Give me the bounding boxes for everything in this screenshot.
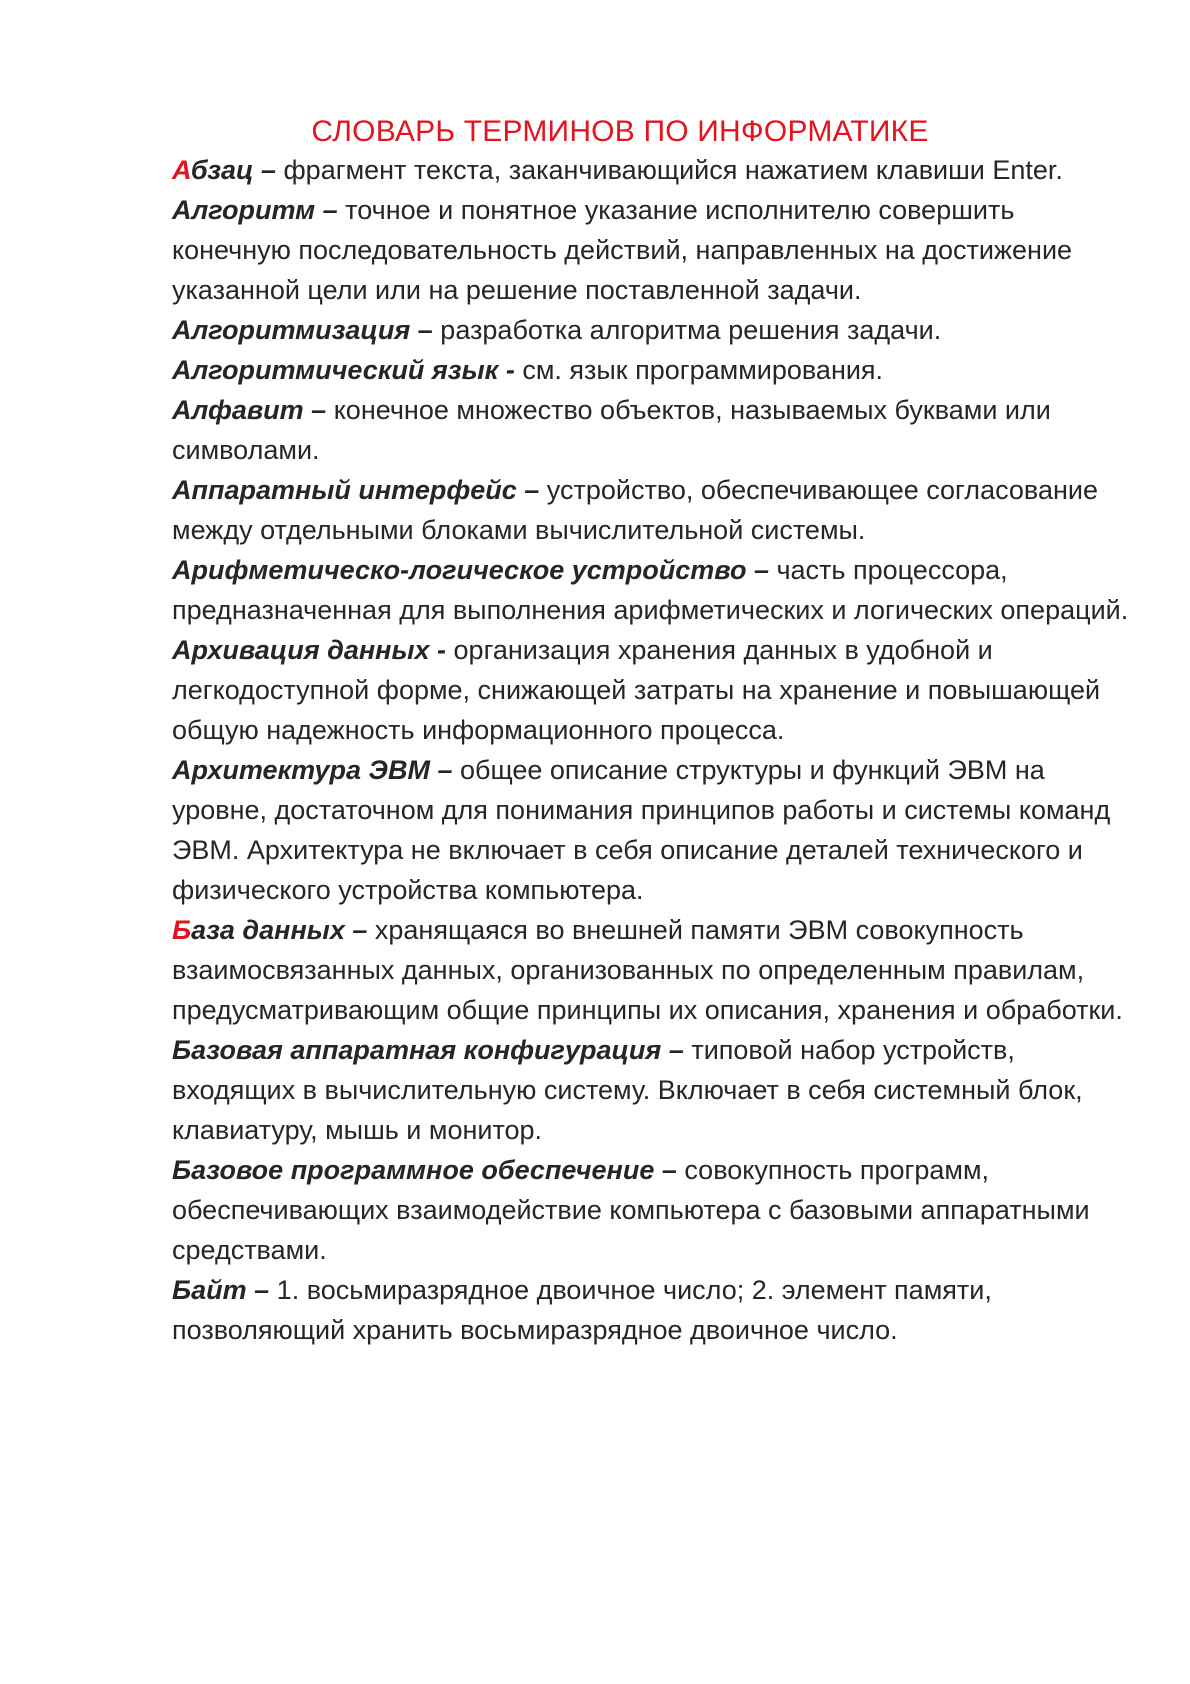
glossary-entry-alu xyxy=(172,550,1132,630)
entry-term-text: Архивация данных xyxy=(172,635,430,665)
glossary-entry-algoritmicheskiy-yazyk xyxy=(172,350,1132,390)
entry-term xyxy=(172,635,430,665)
entry-term-text: Арифметическо-логическое устройство xyxy=(172,555,747,585)
entry-term xyxy=(172,355,498,385)
entry-term xyxy=(172,555,746,585)
entry-term xyxy=(172,755,430,785)
entry-separator: – xyxy=(429,755,460,785)
entry-definition: типовой набор устройств, входящих в вычислительную систему. Включает в себя системный блок, клавиатуру, мышь и монитор. xyxy=(172,1035,1083,1145)
entry-separator: – xyxy=(253,155,284,185)
entry-term xyxy=(172,395,304,425)
entry-definition: см. язык программирования. xyxy=(522,355,884,385)
entry-separator: – xyxy=(516,475,547,505)
entry-term-first-letter: Б xyxy=(172,915,192,945)
entry-term-text: Алгоритм xyxy=(172,195,316,225)
entry-definition: разработка алгоритма решения задачи. xyxy=(440,315,942,345)
glossary-list xyxy=(172,150,1132,1350)
entry-term-text: Аппаратный интерфейс xyxy=(172,475,517,505)
glossary-entry-bazovaya-apparatnaya-konfiguraciya xyxy=(172,1030,1132,1150)
entry-separator: – xyxy=(246,1275,277,1305)
glossary-entry-alfavit xyxy=(172,390,1132,470)
entry-term-text: Алгоритмизация xyxy=(172,315,411,345)
entry-term xyxy=(172,1155,654,1185)
glossary-entry-abzac xyxy=(172,150,1132,190)
entry-definition: фрагмент текста, заканчивающийся нажатием клавиши Enter. xyxy=(283,155,1063,185)
glossary-entry-arhivaciya-dannyh xyxy=(172,630,1132,750)
entry-term-text: Алфавит xyxy=(172,395,304,425)
entry-term xyxy=(172,155,253,185)
page-title: СЛОВАРЬ ТЕРМИНОВ ПО ИНФОРМАТИКЕ xyxy=(311,115,929,148)
entry-term-text: Архитектура ЭВМ xyxy=(172,755,430,785)
entry-separator: – xyxy=(654,1155,685,1185)
entry-definition: точное и понятное указание исполнителю совершить конечную последовательность действий, направленных на достижение указанной цели или на решение поставленной задачи. xyxy=(172,195,1073,305)
entry-separator: - xyxy=(429,635,454,665)
glossary-entry-algoritmizaciya xyxy=(172,310,1132,350)
entry-separator: – xyxy=(661,1035,692,1065)
entry-term-text: Базовая аппаратная конфигурация xyxy=(172,1035,662,1065)
entry-term xyxy=(172,475,517,505)
entry-definition: совокупность программ, обеспечивающих взаимодействие компьютера с базовыми аппаратными средствами. xyxy=(172,1155,1090,1265)
glossary-entry-arhitektura-evm xyxy=(172,750,1132,910)
entry-separator: – xyxy=(746,555,777,585)
entry-term-first-letter: А xyxy=(172,155,191,185)
glossary-entry-bayt xyxy=(172,1270,1132,1350)
entry-separator: – xyxy=(303,395,334,425)
entry-term-text: аза данных xyxy=(191,915,345,945)
entry-definition: общее описание структуры и функций ЭВМ на уровне, достаточном для понимания принципов работы и системы команд ЭВМ. Архитектура не включает в себя описание деталей технического и физического устройства компьютера. xyxy=(172,755,1111,905)
entry-term-text: бзац xyxy=(190,155,254,185)
entry-separator: – xyxy=(315,195,346,225)
entry-separator: - xyxy=(498,355,523,385)
entry-separator: – xyxy=(344,915,375,945)
glossary-entry-apparatnyy-interfeys xyxy=(172,470,1132,550)
entry-term-text: Алгоритмический язык xyxy=(172,355,499,385)
entry-separator: – xyxy=(410,315,441,345)
entry-term xyxy=(172,195,315,225)
entry-definition: часть процессора, предназначенная для выполнения арифметических и логических операций. xyxy=(172,555,1129,625)
entry-term-text: Байт xyxy=(172,1275,247,1305)
entry-definition: устройство, обеспечивающее согласование между отдельными блоками вычислительной системы. xyxy=(172,475,1098,545)
entry-definition: конечное множество объектов, называемых буквами или символами. xyxy=(172,395,1051,465)
entry-definition: 1. восьмиразрядное двоичное число; 2. элемент памяти, позволяющий хранить восьмиразрядное двоичное число. xyxy=(172,1275,992,1345)
glossary-entry-bazovoe-po xyxy=(172,1150,1132,1270)
glossary-entry-baza-dannyh xyxy=(172,910,1132,1030)
entry-definition: организация хранения данных в удобной и легкодоступной форме, снижающей затраты на хранение и повышающей общую надежность информационного процесса. xyxy=(172,635,1101,745)
entry-term-text: Базовое программное обеспечение xyxy=(172,1155,655,1185)
entry-term xyxy=(172,1275,247,1305)
entry-term xyxy=(172,1035,661,1065)
glossary-entry-algoritm xyxy=(172,190,1132,310)
entry-term xyxy=(172,915,345,945)
entry-term xyxy=(172,315,410,345)
entry-definition: хранящаяся во внешней памяти ЭВМ совокупность взаимосвязанных данных, организованных по определенным правилам, предусматривающим общие принципы их описания, хранения и обработки. xyxy=(172,915,1123,1025)
